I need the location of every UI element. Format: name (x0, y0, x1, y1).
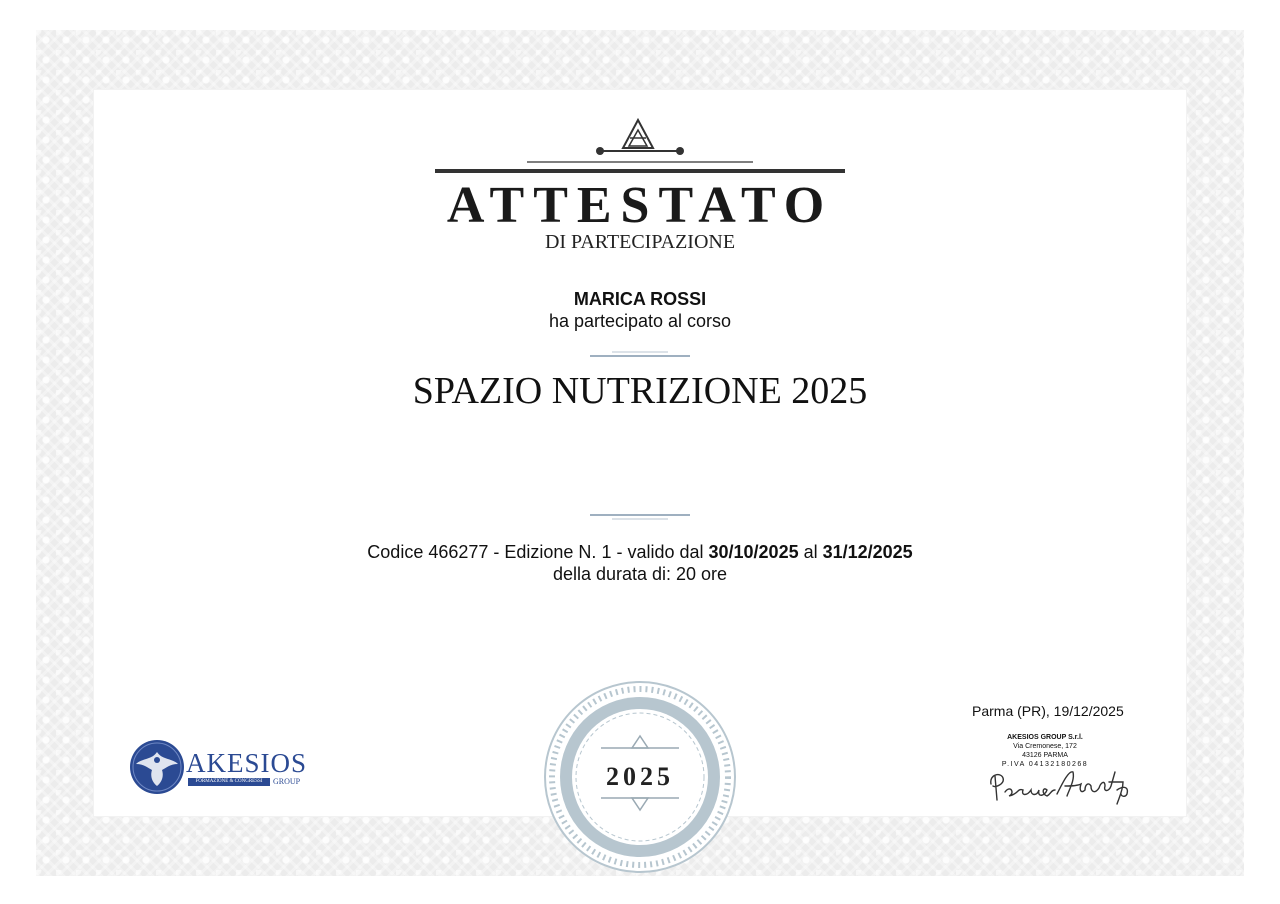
logo-group: GROUP (273, 777, 301, 786)
recipient-name: MARICA ROSSI (573, 289, 707, 309)
course-title: SPAZIO NUTRIZIONE 2025 (412, 370, 868, 412)
course-code: Codice 466277 - Edizione N. 1 - valido dal (367, 542, 709, 562)
signature-icon (985, 764, 1135, 812)
participation-text: ha partecipato al corso (548, 311, 732, 331)
company-name: AKESIOS GROUP S.r.l. (1007, 734, 1083, 741)
divider-bottom (590, 513, 690, 521)
company-address: Via Cremonese, 172 (1013, 743, 1077, 750)
logo-name: AKESIOS (186, 748, 308, 778)
certificate-subtitle: DI PARTECIPAZIONE (544, 231, 736, 253)
seal-year: 2025 (606, 762, 674, 791)
logo-tagline: FORMAZIONE & CONGRESSI (188, 778, 270, 786)
seal-badge (543, 680, 737, 874)
course-code-line (0, 541, 1280, 563)
place-and-date: Parma (PR), 19/12/2025 (972, 703, 1124, 719)
course-duration: della durata di: 20 ore (552, 564, 728, 584)
phoenix-icon (128, 740, 186, 796)
date-from: 30/10/2025 (708, 542, 799, 562)
divider-top (590, 350, 690, 358)
company-logo (128, 740, 308, 796)
certificate-title: ATTESTATO (446, 177, 834, 234)
header-ornament-icon (435, 118, 845, 178)
date-separator: al (798, 542, 823, 562)
company-vat: P.IVA 04132180268 (1001, 761, 1089, 768)
company-city: 43126 PARMA (1022, 752, 1068, 759)
date-to: 31/12/2025 (822, 542, 913, 562)
